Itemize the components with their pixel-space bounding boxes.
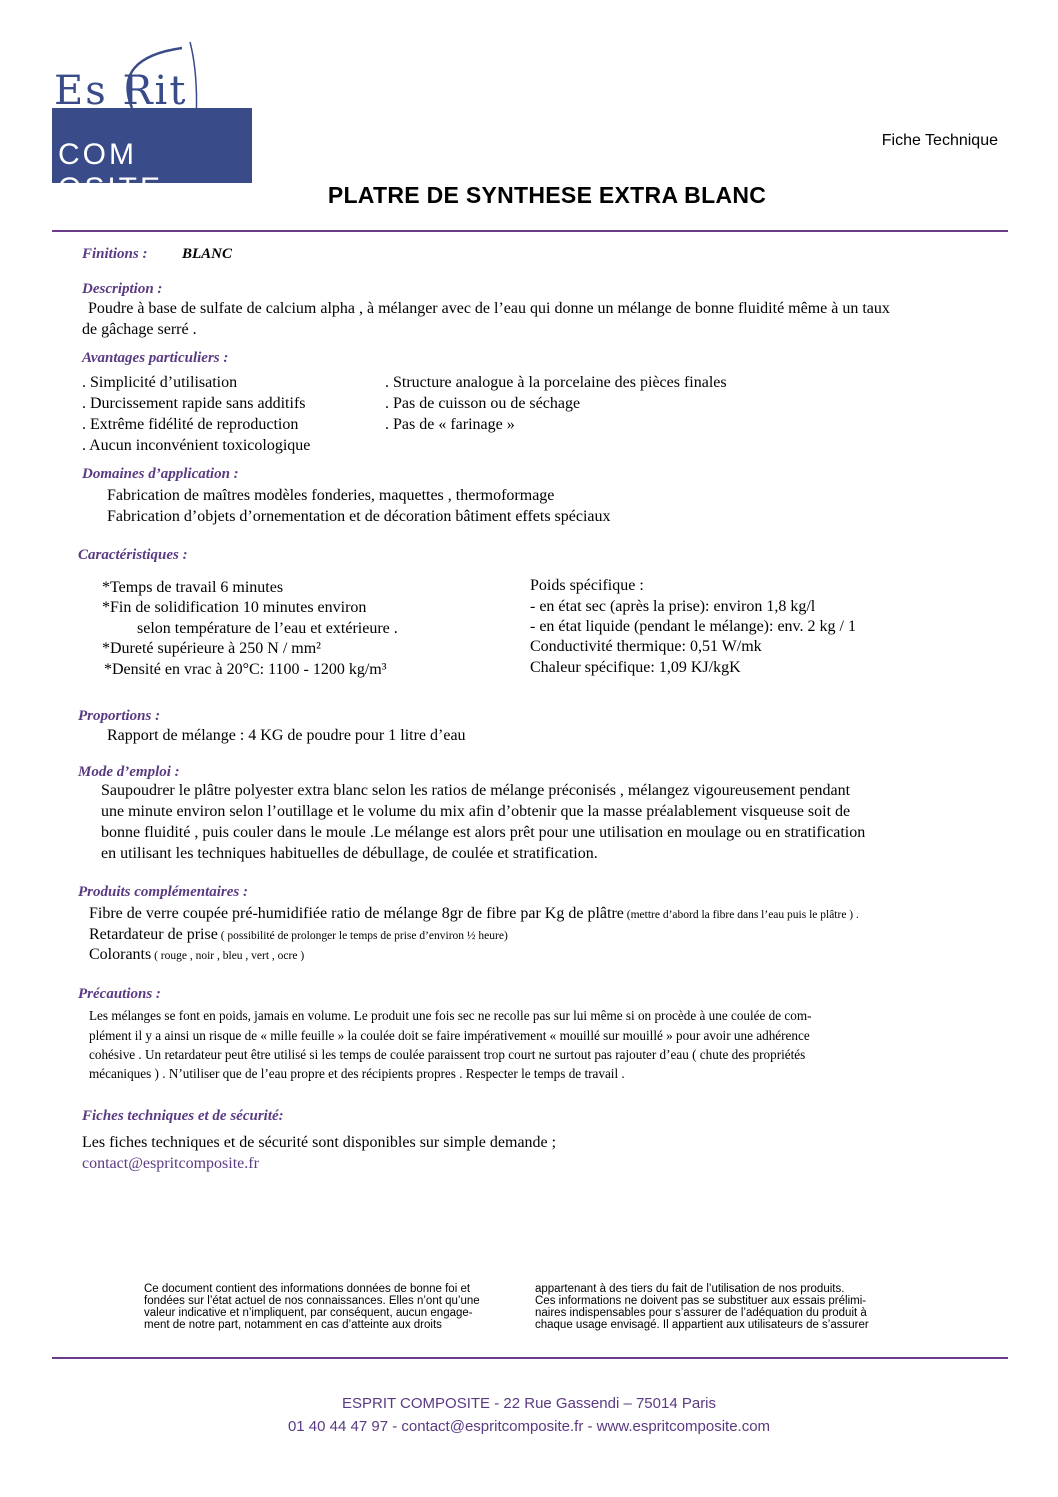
disclaimer-line: appartenant à des tiers du fait de l’utilisation de nos produits. (535, 1283, 845, 1295)
contact-email-link[interactable]: contact@espritcomposite.fr (82, 1155, 259, 1172)
produit-note: (mettre d’abord la fibre dans l’eau puis le plâtre ) . (623, 909, 859, 921)
disclaimer-line: ment de notre part, notamment en cas d’atteinte aux droits (144, 1319, 442, 1331)
disclaimer-line: Ces informations ne doivent pas se substituer aux essais prélimi- (535, 1295, 867, 1307)
avantage-item: . Extrême fidélité de reproduction (82, 416, 299, 433)
footer-address: ESPRIT COMPOSITE - 22 Rue Gassendi – 75014 Paris (341, 1395, 717, 1412)
disclaimer-line: fondées sur l’état actuel de nos connaissances. Elles n’ont qu’une (144, 1295, 480, 1307)
precaution-line: Les mélanges se font en poids, jamais en volume. Le produit une fois sec ne recolle pas sur lui même si on procède à une coulée de com- (89, 1008, 812, 1023)
precaution-line: plément il y a ainsi un risque de « mille feuille » la coulée doit se faire impérativement « mouillé sur mouillé » pour avoir une adhérence (89, 1028, 810, 1043)
disclaimer-line: valeur indicative et n’impliquent, par conséquent, aucun engage- (144, 1307, 473, 1319)
avantage-item: . Simplicité d’utilisation (82, 374, 238, 391)
caracteristique-item: Chaleur spécifique: 1,09 KJ/kgK (530, 659, 741, 676)
domaine-item: Fabrication de maîtres modèles fonderies, maquettes , thermoformage (107, 487, 555, 504)
disclaimer-left (144, 1283, 520, 1331)
produit-note: ( possibilité de prolonger le temps de prise d’environ ½ heure) (217, 930, 508, 942)
produit-item (89, 905, 859, 923)
domaines-heading: Domaines d’application : (82, 466, 239, 482)
company-logo (52, 38, 252, 205)
logo-text-top: Es Rit (54, 68, 188, 114)
caracteristique-item: Conductivité thermique: 0,51 W/mk (530, 638, 762, 655)
disclaimer-right (535, 1283, 907, 1331)
disclaimer-line: naires indispensables pour s’assurer de l’adéquation du produit à (535, 1307, 867, 1319)
precaution-line: cohésive . Un retardateur peut être utilisé si les temps de coulée paraissent trop court ne surtout pas rajouter d’eau ( chute des propriétés (89, 1047, 806, 1062)
produit-note: ( rouge , noir , bleu , vert , ocre ) (151, 950, 305, 962)
logo-text-bottom: COM OSITE (58, 138, 164, 205)
caracteristique-item: *Fin de solidification 10 minutes environ (102, 599, 367, 616)
produit-main: Fibre de verre coupée pré-humidifiée ratio de mélange 8gr de fibre par Kg de plâtre (89, 905, 624, 922)
mode-line: une minute environ selon l’outillage et le volume du mix afin d’obtenir que la masse préalablement visqueuse soit de (101, 803, 851, 820)
mode-line: bonne fluidité , puis couler dans le moule .Le mélange est alors prêt pour une utilisation en moulage ou en stratification (101, 824, 866, 841)
caracteristique-item: Poids spécifique : (530, 577, 644, 594)
mode-line: Saupoudrer le plâtre polyester extra blanc selon les ratios de mélange préconisés , mélangez vigoureusement pendant (101, 782, 851, 799)
disclaimer-line: Ce document contient des informations données de bonne foi et (144, 1283, 471, 1295)
produits-heading: Produits complémentaires : (78, 884, 248, 900)
header-divider (52, 230, 1008, 232)
precautions-heading: Précautions : (78, 986, 161, 1002)
caracteristique-item: *Densité en vrac à 20°C: 1100 - 1200 kg/m³ (104, 661, 387, 678)
produit-item (89, 926, 508, 944)
produit-item (89, 946, 304, 964)
finitions-value: BLANC (182, 246, 233, 262)
mode-line: en utilisant les techniques habituelles de débullage, de coulée et stratification. (101, 845, 598, 862)
page-title: PLATRE DE SYNTHESE EXTRA BLANC (327, 182, 767, 208)
caracteristique-item: *Temps de travail 6 minutes (102, 579, 284, 596)
fiches-heading: Fiches techniques et de sécurité: (82, 1108, 284, 1124)
finitions-heading: Finitions : (82, 246, 148, 262)
avantage-item: . Aucun inconvénient toxicologique (82, 437, 311, 454)
avantages-heading: Avantages particuliers : (82, 350, 229, 366)
footer-divider (52, 1357, 1008, 1359)
caracteristique-item: - en état sec (après la prise): environ 1,8 kg/l (530, 598, 816, 615)
proportions-heading: Proportions : (78, 708, 161, 724)
avantage-item: . Durcissement rapide sans additifs (82, 395, 306, 412)
document-type: Fiche Technique (881, 132, 998, 149)
avantage-item: . Pas de « farinage » (385, 416, 515, 433)
produit-main: Retardateur de prise (89, 926, 218, 943)
description-heading: Description : (82, 281, 163, 297)
fiches-text: Les fiches techniques et de sécurité sont disponibles sur simple demande ; (82, 1134, 557, 1151)
domaine-item: Fabrication d’objets d’ornementation et de décoration bâtiment effets spéciaux (107, 508, 611, 525)
avantage-item: . Pas de cuisson ou de séchage (385, 395, 581, 412)
footer-contact: 01 40 44 47 97 - contact@espritcomposite.fr - www.espritcomposite.com (287, 1418, 771, 1435)
proportions-text: Rapport de mélange : 4 KG de poudre pour 1 litre d’eau (107, 727, 466, 744)
mode-heading: Mode d’emploi : (78, 764, 180, 780)
disclaimer-line: chaque usage envisagé. Il appartient aux utilisateurs de s’assurer (535, 1319, 869, 1331)
precaution-line: mécaniques ) . N’utiliser que de l’eau propre et des récipients propres . Respecter le temps de travail . (89, 1066, 625, 1081)
caracteristique-item: - en état liquide (pendant le mélange): env. 2 kg / 1 (530, 618, 856, 635)
description-line: de gâchage serré . (82, 321, 197, 338)
caracteristique-item: selon température de l’eau et extérieure . (137, 620, 398, 637)
description-line: Poudre à base de sulfate de calcium alpha , à mélanger avec de l’eau qui donne un mélange de bonne fluidité même à un taux (88, 300, 890, 317)
produit-main: Colorants (89, 946, 152, 963)
caracteristiques-heading: Caractéristiques : (78, 547, 188, 563)
avantage-item: . Structure analogue à la porcelaine des pièces finales (385, 374, 727, 391)
caracteristique-item: *Dureté supérieure à 250 N / mm² (102, 640, 321, 657)
